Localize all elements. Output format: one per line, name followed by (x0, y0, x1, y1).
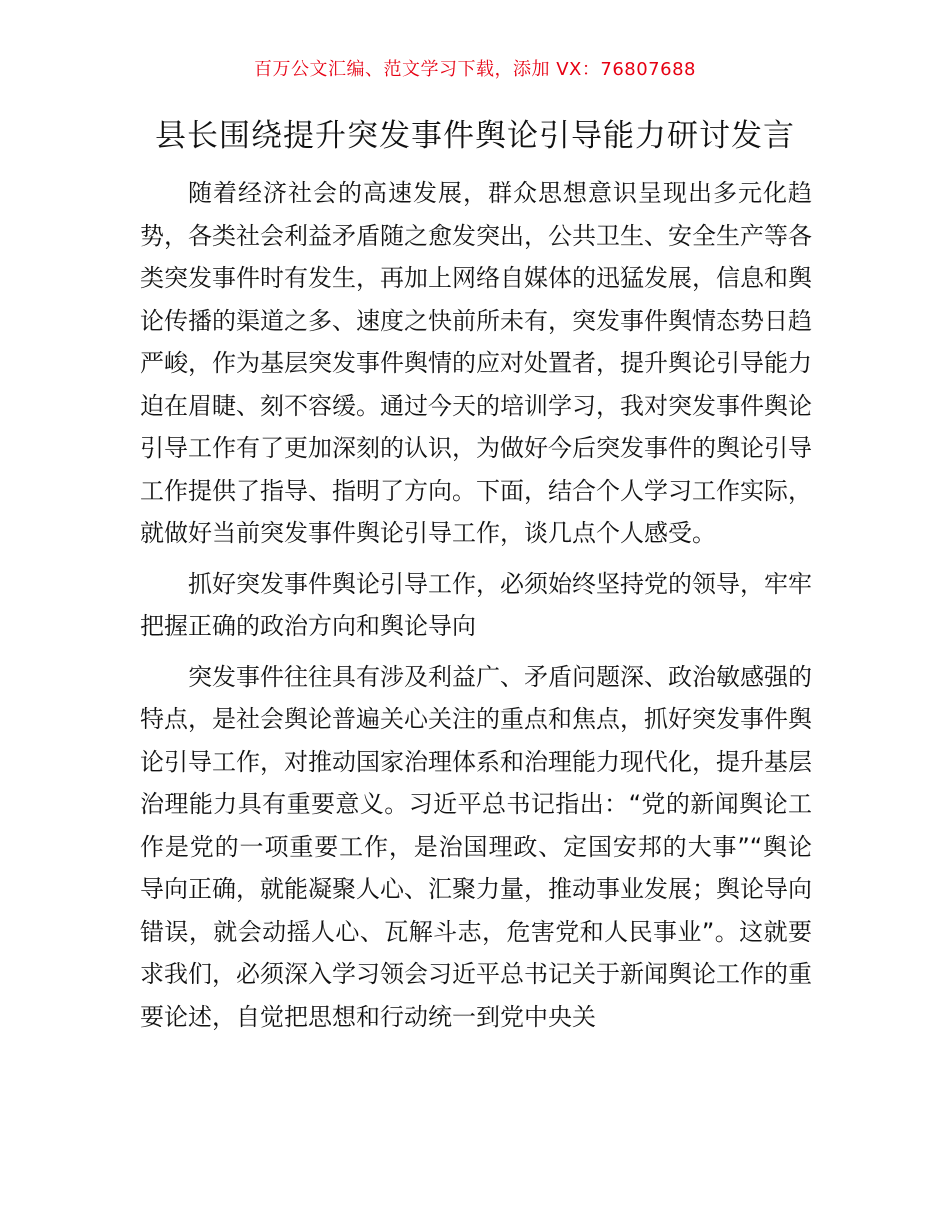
document-title: 县长围绕提升突发事件舆论引导能力研讨发言 (155, 118, 795, 154)
paragraph-intro: 随着经济社会的高速发展，群众思想意识呈现出多元化趋势，各类社会利益矛盾随之愈发突出，公共卫生、安全生产等各类突发事件时有发生，再加上网络自媒体的迅猛发展，信息和舆论传播的渠道之多、速度之快前所未有，突发事件舆情态势日趋严峻，作为基层突发事件舆情的应对处置者，提升舆论引导能力迫在眉睫、刻不容缓。通过今天的培训学习，我对突发事件舆论引导工作有了更加深刻的认识，为做好今后突发事件的舆论引导工作提供了指导、指明了方向。下面，结合个人学习工作实际，就做好当前突发事件舆论引导工作，谈几点个人感受。 (140, 179, 812, 547)
header-banner: 百万公文汇编、范文学习下载，添加 VX：76807688 (254, 59, 696, 80)
paragraph-importance: 突发事件往往具有涉及利益广、矛盾问题深、政治敏感强的特点，是社会舆论普遍关心关注的重点和焦点，抓好突发事件舆论引导工作，对推动国家治理体系和治理能力现代化，提升基层治理能力具有重要意义。习近平总书记指出：“党的新闻舆论工作是党的一项重要工作，是治国理政、定国安邦的大事”“舆论导向正确，就能凝聚人心、汇聚力量，推动事业发展；舆论导向错误，就会动摇人心、瓦解斗志，危害党和人民事业”。这就要求我们，必须深入学习领会习近平总书记关于新闻舆论工作的重要论述，自觉把思想和行动统一到党中央关 (140, 662, 812, 1031)
document-body (140, 172, 812, 1046)
paragraph-heading-leadership: 抓好突发事件舆论引导工作，必须始终坚持党的领导，牢牢把握正确的政治方向和舆论导向 (140, 569, 812, 640)
